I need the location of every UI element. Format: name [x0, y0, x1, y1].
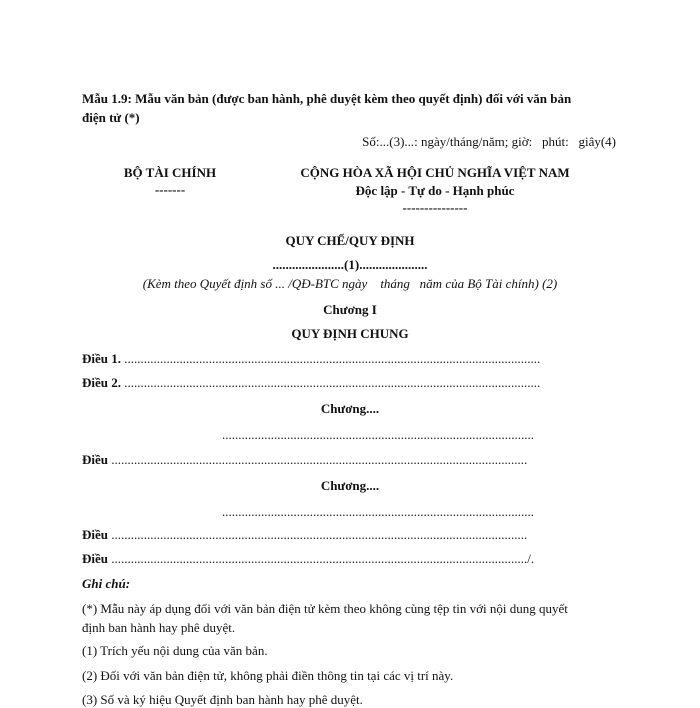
chapter-1-label: Chương I: [323, 302, 377, 317]
notes-heading: Ghi chú:: [82, 576, 131, 591]
article-content-dots-text: ................................................................................................................................/.: [111, 551, 535, 566]
note-item: định ban hành hay phê duyệt.: [82, 620, 236, 635]
chapter-2-name: ................................................................................................: [222, 427, 534, 442]
country-name: CỘNG HÒA XÃ HỘI CHỦ NGHĨA VIỆT NAM: [300, 165, 570, 180]
article-label: Điều: [82, 452, 108, 467]
form-title-rest: Mẫu văn bản (được ban hành, phê duyệt kèm theo quyết định) đối với văn bản: [131, 91, 572, 106]
article-content-dots-end: [111, 551, 587, 567]
article-label: Điều 2.: [82, 375, 121, 390]
agency-divider: -------: [154, 182, 186, 197]
article-row: [82, 351, 604, 367]
article-content-dots: ................................................................................................................................: [111, 452, 528, 467]
chapter-3-label: Chương....: [320, 478, 380, 493]
article-row: [82, 452, 592, 468]
article-content-dots: ................................................................................................................................: [124, 375, 541, 390]
note-item: (*) Mẫu này áp dụng đối với văn bản điện tử kèm theo không cùng tệp tin với nội dung quyết: [82, 601, 568, 616]
article-label: Điều: [82, 527, 108, 542]
article-content-dots: ................................................................................................................................: [111, 527, 528, 542]
note-item: (1) Trích yếu nội dung của văn bản.: [82, 643, 268, 658]
article-label: Điều: [82, 551, 108, 566]
chapter-1-name: QUY ĐỊNH CHUNG: [291, 326, 409, 341]
article-row: [82, 375, 604, 391]
number-line: Số:...(3)...: ngày/tháng/năm; giờ: phút: giây(4): [362, 134, 616, 149]
attachment-note: (Kèm theo Quyết định số ... /QĐ-BTC ngày tháng năm của Bộ Tài chính) (2): [142, 276, 558, 291]
chapter-2-label: Chương....: [320, 401, 380, 416]
note-item: (3) Số và ký hiệu Quyết định ban hành hay phê duyệt.: [82, 692, 363, 707]
motto-divider: ---------------: [402, 200, 468, 215]
article-row: [82, 551, 587, 567]
form-title-line2: điện tử (*): [82, 110, 140, 125]
form-title-line1: [82, 91, 571, 107]
chapter-3-name: ................................................................................................: [222, 504, 534, 519]
article-row: [82, 527, 592, 543]
agency-name: BỘ TÀI CHÍNH: [123, 165, 217, 180]
note-item: (2) Đối với văn bản điện tử, không phải điền thông tin tại các vị trí này.: [82, 668, 454, 683]
document-title: QUY CHẾ/QUY ĐỊNH: [285, 233, 415, 248]
form-label: Mẫu 1.9:: [82, 91, 132, 106]
document-name-placeholder: ......................(1).....................: [272, 257, 428, 272]
article-label: Điều 1.: [82, 351, 121, 366]
national-motto: Độc lập - Tự do - Hạnh phúc: [355, 183, 515, 198]
article-content-dots: ................................................................................................................................: [124, 351, 541, 366]
